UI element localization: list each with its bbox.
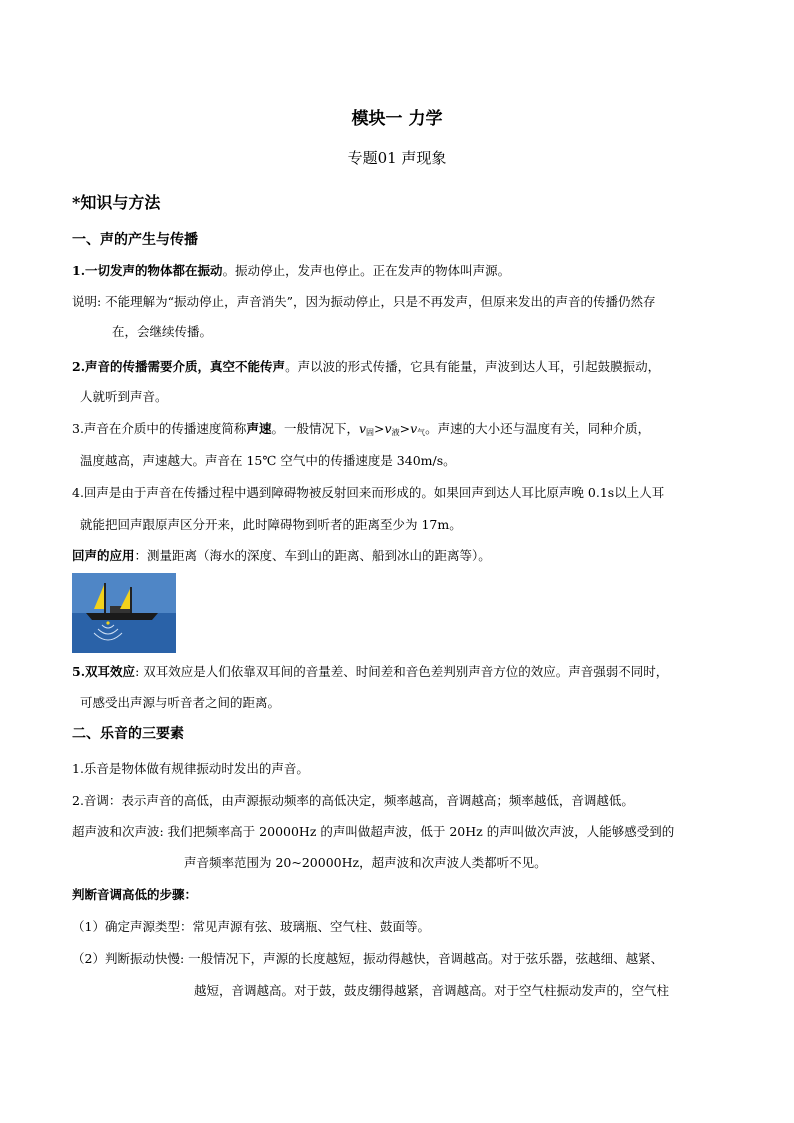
v-symbol-liquid: v [384,421,392,436]
note-line-2: 在，会继续传播。 [112,324,213,339]
steps-heading: 判断音调高低的步骤： [72,887,198,902]
step-1: （1）确定声源类型：常见声源有弦、玻璃瓶、空气柱、鼓面等。 [72,919,430,934]
ultrasound-line-2: 声音频率范围为 20~20000Hz，超声波和次声波人类都听不见。 [184,855,547,870]
v-symbol-solid: v [358,421,367,436]
echo-application-text: ：测量距离（海水的深度、车到山的距离、船到冰山的距离等）。 [134,548,491,563]
paragraph-5 [72,657,737,687]
ship-hull [86,613,158,620]
paragraph-3 [72,414,737,448]
ship-echo-illustration [72,573,176,653]
s2-paragraph-1: 1.乐音是物体做有规律振动时发出的声音。 [72,761,309,776]
paragraph-1-bold: 1.一切发声的物体都在振动 [72,263,223,278]
sub-gas: 气 [417,428,426,437]
echo-application-bold: 回声的应用 [72,548,135,563]
paragraph-1-text: 。振动停止，发声也停止。正在发声的物体叫声源。 [222,263,511,278]
paragraph-3-bold: 声速 [246,421,272,436]
step-2-line-1: （2）判断振动快慢: 一般情况下，声源的长度越短，振动得越快，音调越高。对于弦乐器，弦越细、越紧、 [72,951,664,966]
paragraph-3-text-a: 3.声音在介质中的传播速度简称 [72,421,247,436]
paragraph-5-line-2: 可感受出声源与听音者之间的距离。 [80,695,281,710]
paragraph-3-line-2: 温度越高，声速越大。声音在 15℃ 空气中的传播速度是 340m/s。 [80,453,456,468]
ship-mast-2 [130,587,132,613]
echo-application [72,541,737,571]
sonar-source [106,621,109,624]
paragraph-3-text-b: 。一般情况下， [271,421,359,436]
sub-liquid: 液 [391,428,400,437]
gt-1: > [374,421,385,436]
note-line-1: 说明: 不能理解为“振动停止，声音消失”，因为振动停止，只是不再发声，但原来发出的声音的传播仍然存 [72,294,656,309]
ultrasound-line-1: 超声波和次声波: 我们把频率高于 20000Hz 的声叫做超声波，低于 20Hz 的声叫做次声波，人能够感受到的 [72,824,675,839]
step-2-line-2: 越短，音调越高。对于鼓，鼓皮绷得越紧，音调越高。对于空气柱振动发声的，空气柱 [194,983,670,998]
s2-paragraph-2: 2.音调：表示声音的高低，由声源振动频率的高低决定，频率越高，音调越高；频率越低，音调越低。 [72,793,634,808]
paragraph-1 [72,256,737,286]
paragraph-2 [72,352,737,382]
section-knowledge-heading: *知识与方法 [72,193,161,212]
paragraph-2-text: 。声以波的形式传播，它具有能量，声波到达人耳，引起鼓膜振动， [285,359,661,374]
paragraph-3-text-c: 。声速的大小还与温度有关，同种介质， [425,421,651,436]
page-title: 模块一 力学 [351,109,443,129]
section2-heading: 二、乐音的三要素 [72,726,184,742]
v-symbol-gas: v [410,421,418,436]
paragraph-2-line-2: 人就听到声音。 [80,389,168,404]
ship-mast-1 [104,583,106,613]
gt-2: > [399,421,411,436]
section1-heading: 一、声的产生与传播 [72,232,198,248]
paragraph-2-bold: 2.声音的传播需要介质，真空不能传声 [72,359,286,374]
paragraph-5-bold: 5.双耳效应 [72,664,136,679]
paragraph-4-line-2: 就能把回声跟原声区分开来，此时障碍物到听者的距离至少为 17m。 [80,517,462,532]
page-subtitle: 专题01 声现象 [347,149,447,167]
paragraph-4-line-1: 4.回声是由于声音在传播过程中遇到障碍物被反射回来而形成的。如果回声到达人耳比原声晚 0.1s以上人耳 [72,485,665,500]
sub-solid: 固 [366,428,375,437]
paragraph-5-text: : 双耳效应是人们依靠双耳间的音量差、时间差和音色差判别声音方位的效应。声音强弱不同时， [135,664,669,679]
